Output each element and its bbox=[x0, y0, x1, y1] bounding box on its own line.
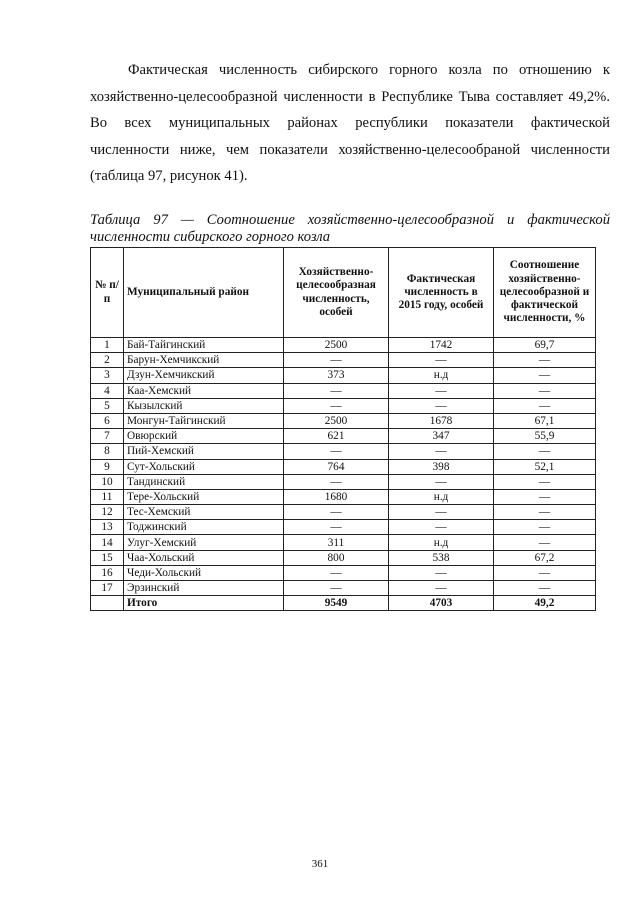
cell-num: 2 bbox=[91, 353, 124, 368]
cell-target: 1680 bbox=[284, 489, 389, 504]
cell-actual: 398 bbox=[389, 459, 494, 474]
cell-num: 7 bbox=[91, 429, 124, 444]
header-target-population: Хозяйственно-целесообразная численность, особей bbox=[284, 248, 389, 338]
cell-district: Барун-Хемчикский bbox=[124, 353, 284, 368]
cell-target: — bbox=[284, 383, 389, 398]
table-row bbox=[91, 353, 596, 368]
cell-target: 373 bbox=[284, 368, 389, 383]
cell-ratio: 69,7 bbox=[494, 338, 596, 353]
cell-actual: 1742 bbox=[389, 338, 494, 353]
cell-actual: 347 bbox=[389, 429, 494, 444]
table-row bbox=[91, 368, 596, 383]
cell-actual: — bbox=[389, 383, 494, 398]
table-row bbox=[91, 444, 596, 459]
cell-target: 2500 bbox=[284, 413, 389, 428]
cell-ratio: 67,1 bbox=[494, 413, 596, 428]
cell-target: — bbox=[284, 520, 389, 535]
cell-actual: — bbox=[389, 398, 494, 413]
cell-actual: н.д bbox=[389, 535, 494, 550]
cell-num: 9 bbox=[91, 459, 124, 474]
header-actual-population: Фактическая численность в 2015 году, особей bbox=[389, 248, 494, 338]
table-row bbox=[91, 505, 596, 520]
cell-ratio: — bbox=[494, 489, 596, 504]
cell-district: Сут-Хольский bbox=[124, 459, 284, 474]
table-row bbox=[91, 581, 596, 596]
cell-target: 764 bbox=[284, 459, 389, 474]
cell-ratio: — bbox=[494, 474, 596, 489]
cell-district: Тандинский bbox=[124, 474, 284, 489]
cell-ratio: — bbox=[494, 383, 596, 398]
cell-target: — bbox=[284, 565, 389, 580]
table-row bbox=[91, 474, 596, 489]
table-header-row bbox=[91, 248, 596, 338]
cell-actual: 1678 bbox=[389, 413, 494, 428]
header-ratio: Соотношение хозяйственно-целесообразной и фактической численности, % bbox=[494, 248, 596, 338]
cell-num: 5 bbox=[91, 398, 124, 413]
table-row bbox=[91, 429, 596, 444]
cell-num: 12 bbox=[91, 505, 124, 520]
cell-ratio: — bbox=[494, 444, 596, 459]
table-row bbox=[91, 520, 596, 535]
cell-num: 11 bbox=[91, 489, 124, 504]
cell-target: — bbox=[284, 581, 389, 596]
table-total-row bbox=[91, 596, 596, 611]
cell-ratio: — bbox=[494, 520, 596, 535]
body-paragraph bbox=[90, 57, 610, 190]
table-row bbox=[91, 535, 596, 550]
cell-target: 800 bbox=[284, 550, 389, 565]
cell-num: 13 bbox=[91, 520, 124, 535]
cell-district: Тес-Хемский bbox=[124, 505, 284, 520]
total-num bbox=[91, 596, 124, 611]
table-row bbox=[91, 459, 596, 474]
table-row bbox=[91, 413, 596, 428]
cell-district: Пий-Хемский bbox=[124, 444, 284, 459]
cell-target: — bbox=[284, 505, 389, 520]
cell-target: — bbox=[284, 398, 389, 413]
cell-ratio: — bbox=[494, 565, 596, 580]
table-row bbox=[91, 565, 596, 580]
cell-district: Овюрский bbox=[124, 429, 284, 444]
cell-district: Эрзинский bbox=[124, 581, 284, 596]
cell-actual: — bbox=[389, 520, 494, 535]
cell-district: Тере-Хольский bbox=[124, 489, 284, 504]
table-row bbox=[91, 383, 596, 398]
cell-actual: н.д bbox=[389, 368, 494, 383]
cell-actual: — bbox=[389, 505, 494, 520]
cell-target: 311 bbox=[284, 535, 389, 550]
cell-target: — bbox=[284, 474, 389, 489]
cell-num: 1 bbox=[91, 338, 124, 353]
cell-ratio: — bbox=[494, 368, 596, 383]
table-row bbox=[91, 338, 596, 353]
cell-num: 16 bbox=[91, 565, 124, 580]
cell-num: 8 bbox=[91, 444, 124, 459]
total-district: Итого bbox=[124, 596, 284, 611]
cell-actual: — bbox=[389, 581, 494, 596]
table-row bbox=[91, 489, 596, 504]
cell-ratio: — bbox=[494, 535, 596, 550]
cell-target: — bbox=[284, 444, 389, 459]
header-num: № п/п bbox=[91, 248, 124, 338]
cell-district: Кызылский bbox=[124, 398, 284, 413]
cell-actual: — bbox=[389, 474, 494, 489]
cell-actual: 538 bbox=[389, 550, 494, 565]
cell-district: Дзун-Хемчикский bbox=[124, 368, 284, 383]
table-body bbox=[91, 338, 596, 611]
cell-ratio: 55,9 bbox=[494, 429, 596, 444]
total-actual: 4703 bbox=[389, 596, 494, 611]
cell-district: Тоджинский bbox=[124, 520, 284, 535]
total-target: 9549 bbox=[284, 596, 389, 611]
cell-ratio: — bbox=[494, 505, 596, 520]
cell-ratio: — bbox=[494, 398, 596, 413]
header-district: Муниципальный район bbox=[124, 248, 284, 338]
cell-target: 2500 bbox=[284, 338, 389, 353]
cell-actual: — bbox=[389, 444, 494, 459]
cell-ratio: 52,1 bbox=[494, 459, 596, 474]
cell-num: 17 bbox=[91, 581, 124, 596]
population-ratio-table bbox=[90, 247, 596, 611]
cell-target: — bbox=[284, 353, 389, 368]
cell-district: Улуг-Хемский bbox=[124, 535, 284, 550]
cell-actual: н.д bbox=[389, 489, 494, 504]
total-ratio: 49,2 bbox=[494, 596, 596, 611]
cell-num: 14 bbox=[91, 535, 124, 550]
cell-district: Монгун-Тайгинский bbox=[124, 413, 284, 428]
cell-district: Бай-Тайгинский bbox=[124, 338, 284, 353]
cell-ratio: 67,2 bbox=[494, 550, 596, 565]
cell-num: 10 bbox=[91, 474, 124, 489]
table-caption: Таблица 97 — Соотношение хозяйственно-целесообразной и фактической численности сибирского горного козла bbox=[90, 212, 610, 245]
table-row bbox=[91, 550, 596, 565]
cell-district: Чеди-Хольский bbox=[124, 565, 284, 580]
cell-district: Каа-Хемский bbox=[124, 383, 284, 398]
cell-num: 6 bbox=[91, 413, 124, 428]
cell-district: Чаа-Хольский bbox=[124, 550, 284, 565]
cell-actual: — bbox=[389, 565, 494, 580]
cell-num: 3 bbox=[91, 368, 124, 383]
cell-num: 4 bbox=[91, 383, 124, 398]
cell-ratio: — bbox=[494, 353, 596, 368]
cell-target: 621 bbox=[284, 429, 389, 444]
table-row bbox=[91, 398, 596, 413]
cell-num: 15 bbox=[91, 550, 124, 565]
cell-actual: — bbox=[389, 353, 494, 368]
body-paragraph-text: Фактическая численность сибирского горного козла по отношению к хозяйственно-целесообразной численности в Республике Тыва составляет 49,2%. Во всех муниципальных районах республики показатели фактической численности ниже, чем показатели хозяйственно-целесообраной численности (таблица 97, рисунок 41). bbox=[90, 62, 610, 184]
page-number: 361 bbox=[311, 858, 329, 870]
cell-ratio: — bbox=[494, 581, 596, 596]
